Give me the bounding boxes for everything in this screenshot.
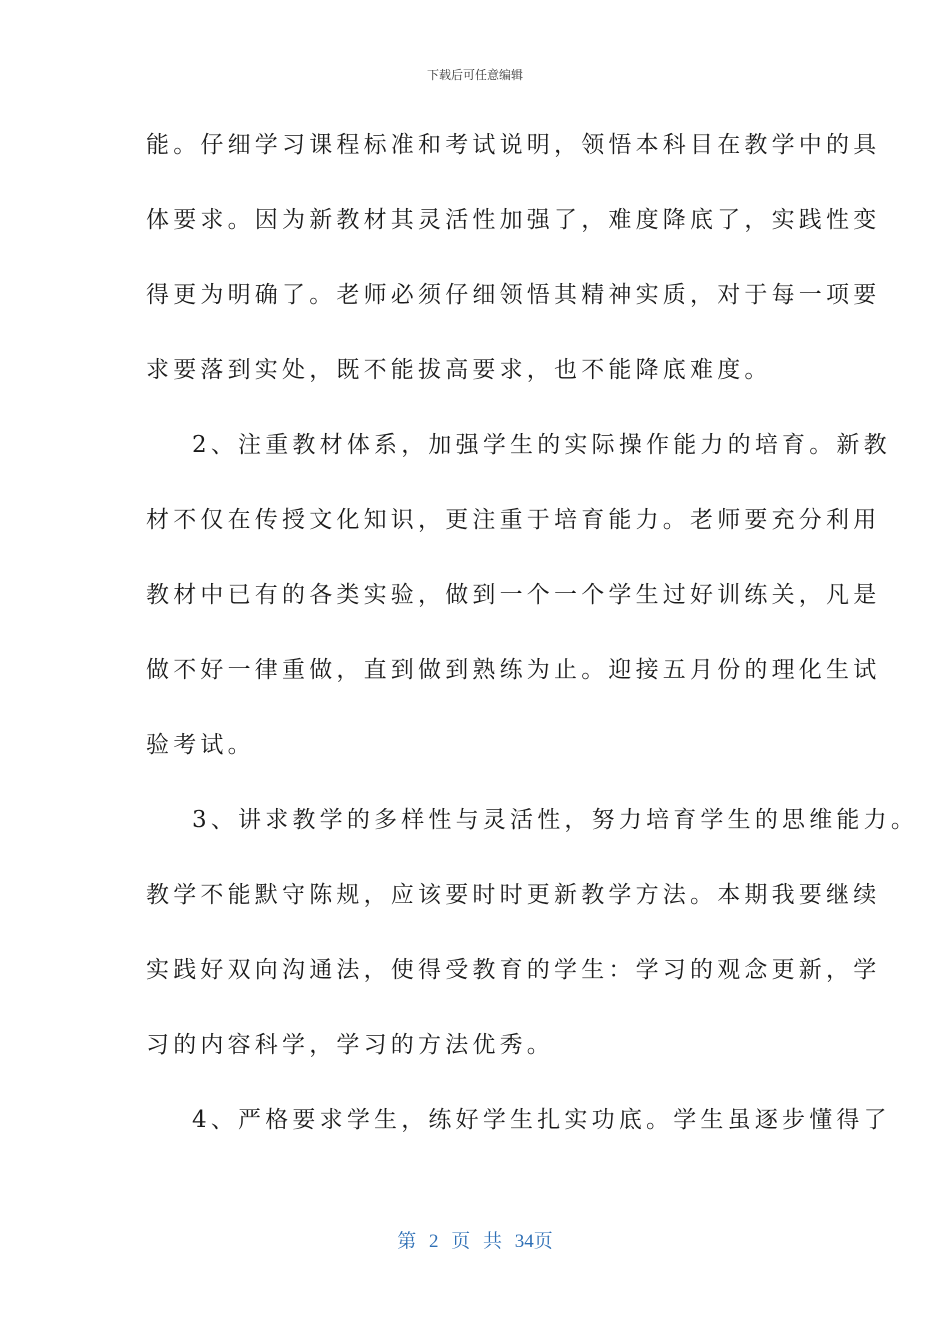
text-line: 习的内容科学，学习的方法优秀。	[146, 1032, 554, 1058]
header-note: 下载后可任意编辑	[426, 68, 523, 82]
text-line: 教材中已有的各类实验，做到一个一个学生过好训练关，凡是	[146, 582, 881, 608]
text-line: 能。仔细学习课程标准和考试说明，领悟本科目在教学中的具	[146, 132, 881, 158]
text-line: 3、讲求教学的多样性与灵活性，努力培育学生的思维能力。	[192, 807, 919, 833]
text-line: 实践好双向沟通法，使得受教育的学生：学习的观念更新，学	[146, 957, 881, 983]
text-line: 2、注重教材体系，加强学生的实际操作能力的培育。新教	[192, 432, 891, 458]
text-line: 4、严格要求学生，练好学生扎实功底。学生虽逐步懂得了	[192, 1107, 891, 1133]
text-line: 得更为明确了。老师必须仔细领悟其精神实质，对于每一项要	[146, 282, 881, 308]
text-line: 验考试。	[146, 732, 255, 758]
text-line: 做不好一律重做，直到做到熟练为止。迎接五月份的理化生试	[146, 657, 881, 683]
text-line: 材不仅在传授文化知识，更注重于培育能力。老师要充分利用	[146, 507, 881, 533]
page-indicator: 第 2 页 共 34页	[397, 1231, 553, 1252]
text-line: 教学不能默守陈规，应该要时时更新教学方法。本期我要继续	[146, 882, 881, 908]
text-line: 体要求。因为新教材其灵活性加强了，难度降底了，实践性变	[146, 207, 881, 233]
text-line: 求要落到实处，既不能拔高要求，也不能降底难度。	[146, 357, 772, 383]
